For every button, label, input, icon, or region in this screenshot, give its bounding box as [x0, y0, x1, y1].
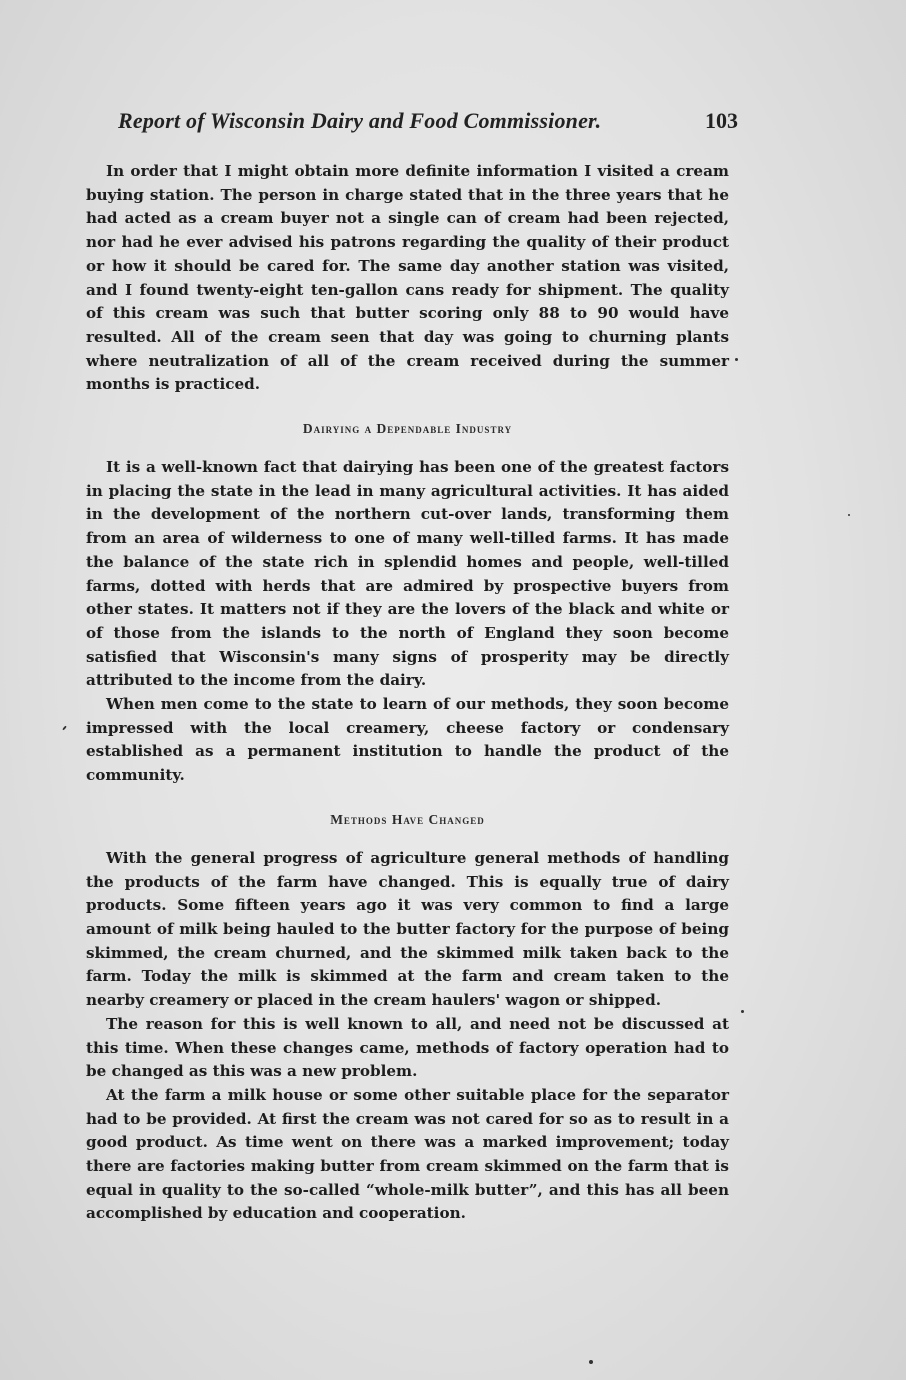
scan-speck [848, 514, 850, 516]
running-head: Report of Wisconsin Dairy and Food Commissioner. [118, 108, 602, 133]
paragraph-farm-milk-house: At the farm a milk house or some other suitable place for the separator had to be provided. At first the cream was not cared for so as to result in a good product. As time went on there was a marked improvement; today there are factories making butter from cream skimmed on the farm that is equal in quality to the so-called “whole-milk butter”, and this has all been accomplished by education and cooperation. [86, 1085, 729, 1223]
scan-speck [62, 725, 67, 730]
paragraph-dairying-factors: It is a well-known fact that dairying has been one of the greatest factors in placing the state in the lead in many agricultural activities. It has aided in the development of the northern cut-over lands, transforming them from an area of wilderness to one of many well-tilled farms. It has made the balance of the state rich in splendid homes and people, well-tilled farms, dotted with herds that are admired by prospective buyers from other states. It matters not if they are the lovers of the black and white or of those from the islands to the north of England they soon become satisfied that Wisconsin's many signs of prosperity may be directly attributed to the income from the dairy. [86, 458, 729, 690]
paragraph-cream-station: In order that I might obtain more definite information I visited a cream buying station. The person in charge stated that in the three years that he had acted as a cream buyer not a single can of cream had been rejected, nor had he ever advised his patrons regarding the quality of their product or how it should be cared for. The same day another station was visited, and I found twenty-eight ten-gallon cans ready for shipment. The quality of this cream was such that butter scoring only 88 to 90 would have resulted. All of the cream seen that day was going to churning plants where neutralization of all of the cream received during the summer months is practiced. [86, 162, 729, 394]
scan-speck [589, 1360, 593, 1364]
paragraph-local-creamery: When men come to the state to learn of our methods, they soon become impressed with the local creamery, cheese factory or condensary established as a permanent institution to handle the product of the community. [86, 695, 729, 785]
section-heading-dairying: Dairying a Dependable Industry [302, 421, 513, 437]
page-body [86, 160, 729, 1226]
section-heading-methods: Methods Have Changed [330, 811, 485, 827]
paragraph-reason: The reason for this is well known to all, and need not be discussed at this time. When these changes came, methods of factory operation had to be changed as this was a new problem. [86, 1014, 729, 1081]
scan-speck [735, 358, 738, 361]
page-header [118, 108, 738, 144]
scan-speck [741, 1010, 744, 1013]
page-number: 103 [705, 108, 738, 133]
paragraph-general-progress: With the general progress of agriculture general methods of handling the products of the farm have changed. This is equally true of dairy products. Some fifteen years ago it was very common to find a large amount of milk being hauled to the butter factory for the purpose of being skimmed, the cream churned, and the skimmed milk taken back to the farm. Today the milk is skimmed at the farm and cream taken to the nearby creamery or placed in the cream haulers' wagon or shipped. [86, 848, 729, 1010]
